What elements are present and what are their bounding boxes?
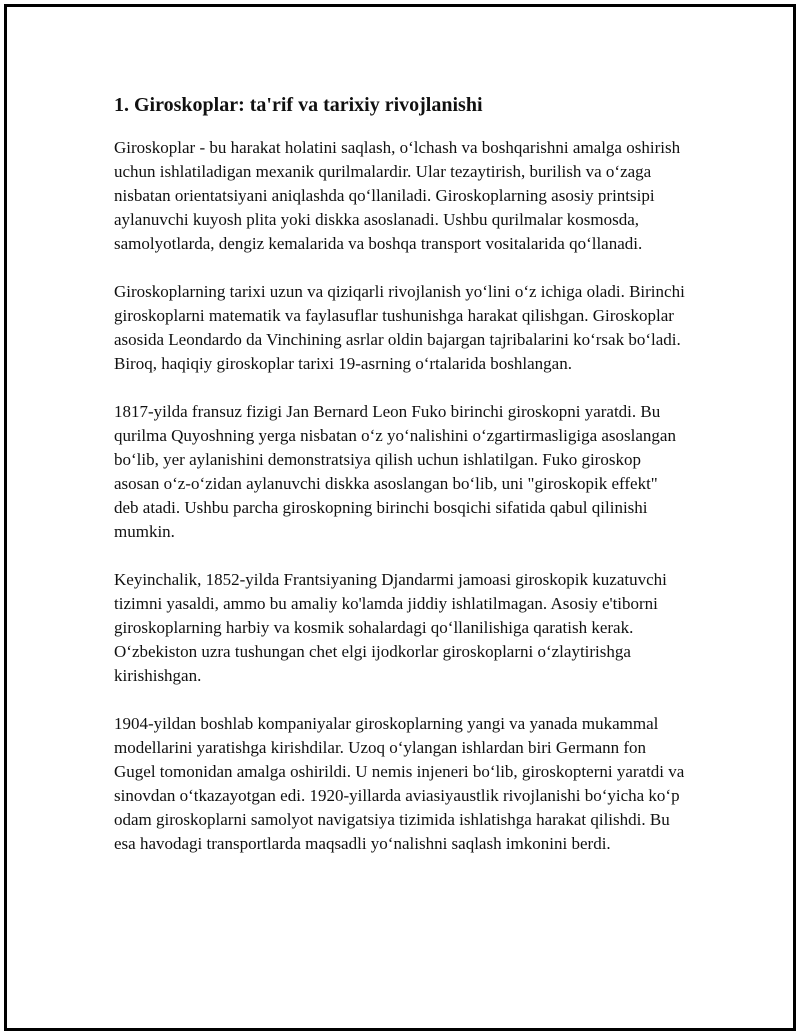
document-body bbox=[114, 92, 686, 880]
paragraph-definition: Giroskoplar - bu harakat holatini saqlash, oʻlchash va boshqarishni amalga oshirish uchun ishlatiladigan mexanik qurilmalardir. Ular tezaytirish, burilish va oʻzaga nisbatan orientatsiyani aniqlashda qoʻllaniladi. Giroskoplarning asosiy printsipi aylanuvchi kuyosh plita yoki diskka asoslanadi. Ushbu qurilmalar kosmosda, samolyotlarda, dengiz kemalarida va boshqa transport vositalarida qoʻllanadi. bbox=[114, 138, 681, 253]
paragraph-djandarmi: Keyinchalik, 1852-yilda Frantsiyaning Djandarmi jamoasi giroskopik kuzatuvchi tizimni yasaldi, ammo bu amaliy ko'lamda jiddiy ishlatilmagan. Asosiy e'tiborni giroskoplarning harbiy va kosmik sohalardagi qoʻllanilishiga qaratish kerak. Oʻzbekiston uzra tushungan chet elgi ijodkorlar giroskoplarni oʻzlaytirishga kirishishgan. bbox=[114, 570, 667, 685]
paragraph-fuko: 1817-yilda fransuz fizigi Jan Bernard Leon Fuko birinchi giroskopni yaratdi. Bu qurilma Quyoshning yerga nisbatan oʻz yoʻnalishini oʻzgartirmasligiga asoslangan boʻlib, yer aylanishini demonstratsiya qilish uchun ishlatilgan. Fuko giroskop asosan oʻz-oʻzidan aylanuvchi diskka asoslangan boʻlib, uni "giroskopik effekt" deb atadi. Ushbu parcha giroskopning birinchi bosqichi sifatida qabul qilinishi mumkin. bbox=[114, 402, 676, 541]
paragraph-1904: 1904-yildan boshlab kompaniyalar giroskoplarning yangi va yanada mukammal modellarini yaratishga kirishdilar. Uzoq oʻylangan ishlardan biri Germann fon Gugel tomonidan amalga oshirildi. U nemis injeneri boʻlib, giroskopterni yaratdi va sinovdan oʻtkazayotgan edi. 1920-yillarda aviasiyaustlik rivojlanishi boʻyicha koʻp odam giroskoplarni samolyot navigatsiya tizimida ishlatishga harakat qilishdi. Bu esa havodagi transportlarda maqsadli yoʻnalishni saqlash imkonini berdi. bbox=[114, 714, 685, 853]
paragraph-history-intro: Giroskoplarning tarixi uzun va qiziqarli rivojlanish yoʻlini oʻz ichiga oladi. Birinchi giroskoplarni matematik va faylasuflar tushunishga harakat qilishgan. Giroskoplar asosida Leondardo da Vinchining asrlar oldin bajargan tajribalarini koʻrsak boʻladi. Biroq, haqiqiy giroskoplar tarixi 19-asrning oʻrtalarida boshlangan. bbox=[114, 282, 685, 373]
section-title: 1. Giroskoplar: ta'rif va tarixiy rivojlanishi bbox=[114, 94, 483, 116]
